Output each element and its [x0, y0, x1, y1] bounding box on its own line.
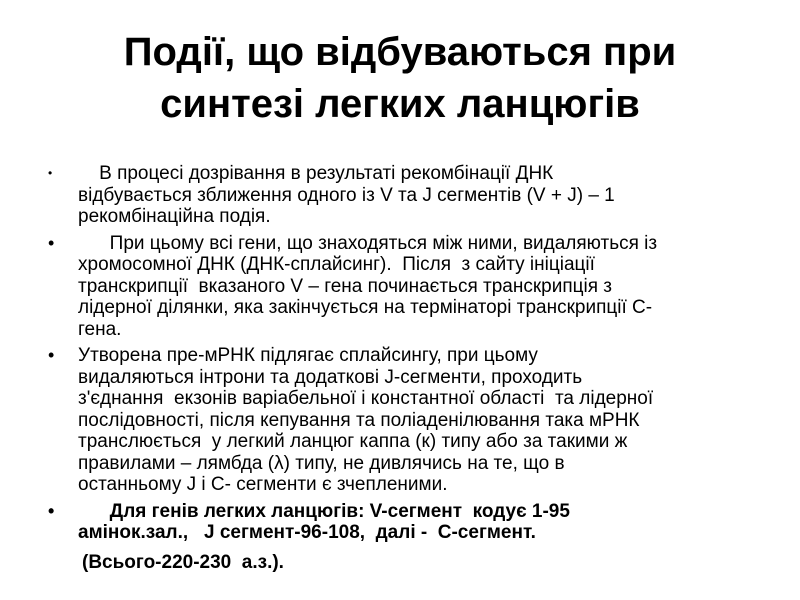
bullet-item-1 — [48, 163, 768, 228]
bullet-1-line-3: рекомбінаційна подія. — [78, 206, 271, 227]
bullet-dot-icon: • — [48, 166, 53, 180]
bullet-3-line-5: транслюється у легкий ланцюг каппа (к) типу або за такими ж — [78, 431, 628, 452]
bullet-3-line-7: останньому J і С- сегменти є зчепленими. — [78, 474, 448, 495]
bullet-3-line-6: правилами – лямбда (λ) типу, не дивлячись на те, що в — [78, 452, 565, 474]
bullet-2-line-3: транскрипції вказаного V – гена починається транскрипція з — [78, 275, 613, 297]
bullet-item-4 — [48, 501, 768, 544]
bullet-2-line-1: При цьому всі гени, що знаходяться між ними, видаляються із — [78, 232, 658, 254]
bullet-4-line-1: Для генів легких ланцюгів: V-сегмент кодує 1-95 — [78, 500, 570, 522]
bullet-dot-icon: • — [48, 500, 55, 521]
bullet-4-line-2: амінок.зал., J сегмент-96-108, далі - С-сегмент. — [78, 522, 536, 543]
bullet-dot-icon: • — [48, 232, 55, 253]
slide-body — [48, 163, 768, 573]
slide-title-line-2: синтезі легких ланцюгів — [160, 82, 640, 126]
bullet-item-3 — [48, 345, 768, 496]
slide-title — [40, 26, 760, 130]
bullet-dot-icon: • — [48, 345, 55, 365]
bullet-item-2 — [48, 233, 768, 341]
bullet-1-line-2: відбувається зближення одного із V та J сегментів (V + J) – 1 — [78, 184, 615, 206]
summary-line — [48, 552, 768, 574]
bullet-3-line-4: послідовності, після кепування та поліаденілювання така мРНК — [78, 409, 640, 431]
bullet-3-line-2: видаляються інтрони та додаткові J-сегменти, проходить — [78, 366, 583, 388]
bullet-2-line-4: лідерної ділянки, яка закінчується на термінаторі транскрипції С- — [78, 297, 653, 318]
bullet-2-line-2: хромосомної ДНК (ДНК-сплайсинг). Після з сайту ініціації — [78, 254, 595, 275]
bullet-3-line-1: Утворена пре-мРНК підлягає сплайсингу, при цьому — [78, 345, 538, 366]
bullet-3-line-3: з'єднання екзонів варіабельної і константної області та лідерної — [78, 388, 654, 409]
bullet-1-line-1: В процесі дозрівання в результаті рекомбінації ДНК — [78, 163, 554, 184]
summary-text: (Всього-220-230 а.з.). — [82, 551, 284, 573]
slide-title-line-1: Події, що відбуваються при — [123, 30, 677, 74]
bullet-2-line-5: гена. — [78, 318, 122, 340]
